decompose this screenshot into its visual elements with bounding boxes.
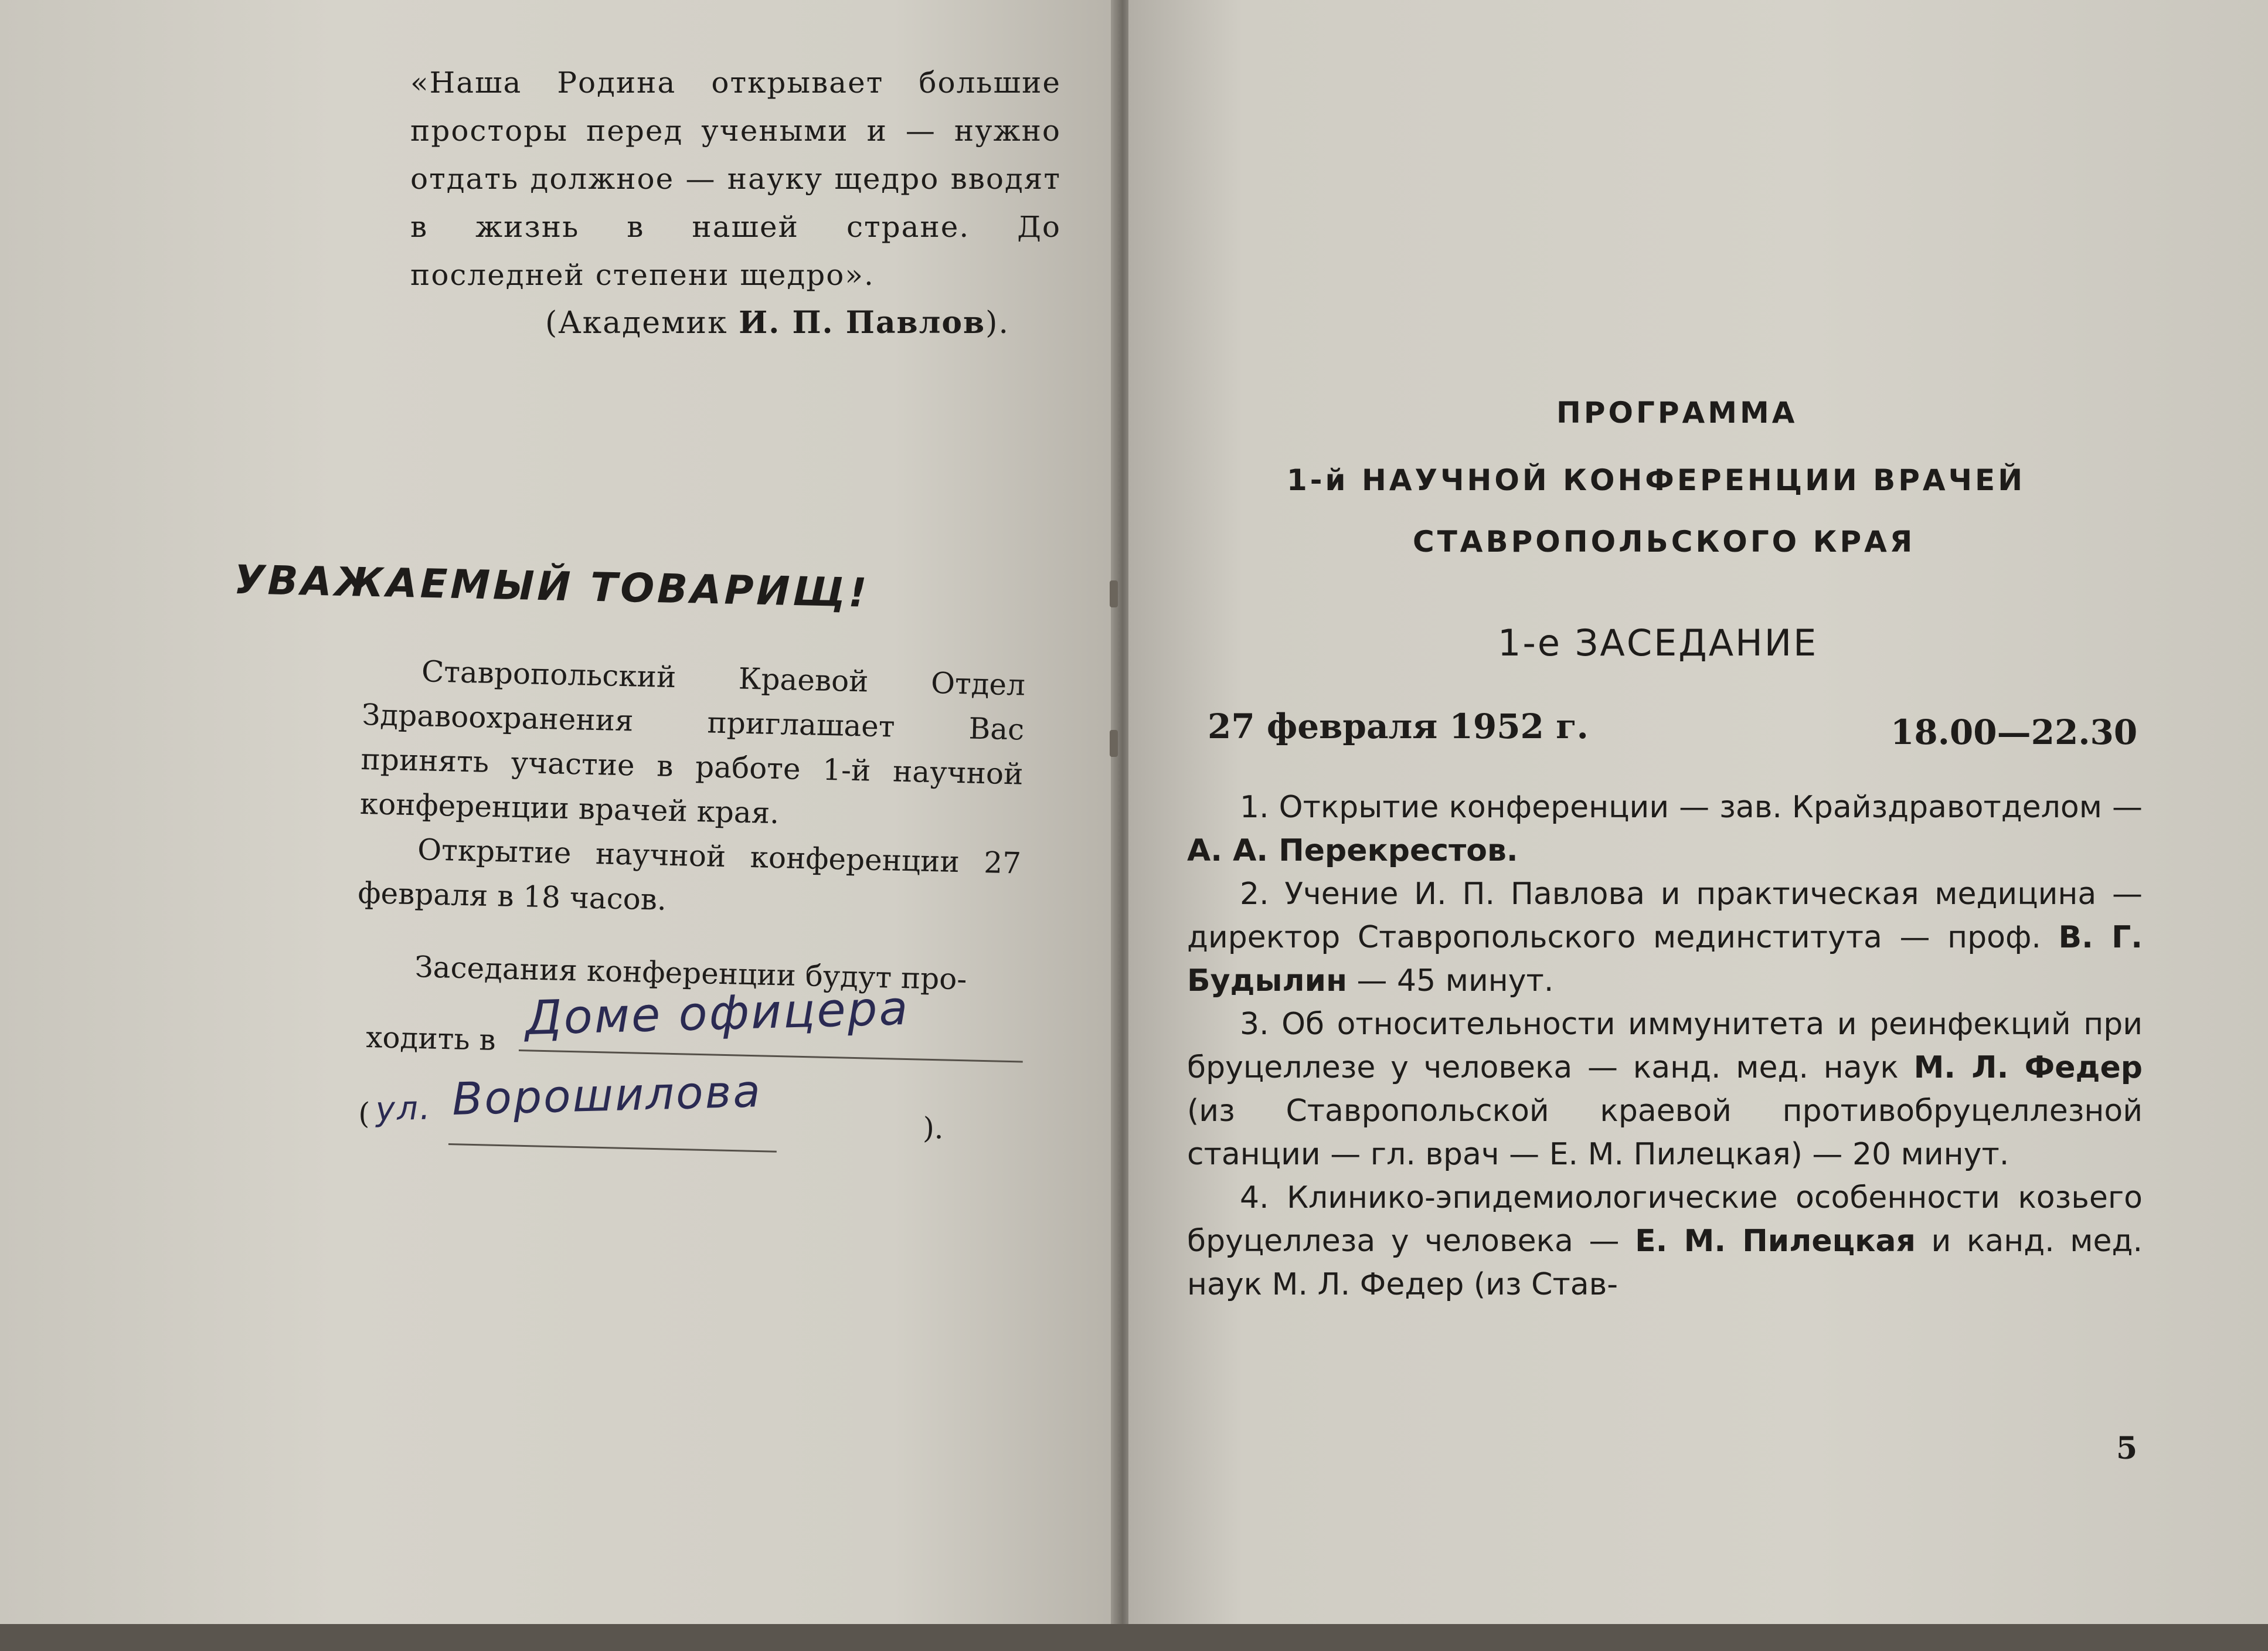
street-open-paren: ( bbox=[358, 1096, 370, 1131]
agenda-item-speaker: М. Л. Федер bbox=[1913, 1050, 2143, 1085]
session-date: 27 февраля 1952 г. bbox=[1208, 706, 1589, 746]
conference-heading: 1-й НАУЧНОЙ КОНФЕРЕНЦИИ ВРАЧЕЙ bbox=[1287, 463, 2026, 497]
agenda-item-speaker: В. Г. Будылин bbox=[1187, 920, 2143, 998]
agenda-item-speaker: Е. М. Пилецкая bbox=[1635, 1224, 1916, 1259]
epigraph-quote: «Наша Родина открывает большие просторы перед учеными и — нужно отдать должное — науку щедро вводят в жизнь в нашей стране. До последней степени щедро». bbox=[410, 66, 1061, 292]
opening-paragraph: Открытие научной конференции 27 февраля в 18 часов. bbox=[357, 833, 1022, 917]
table-surface bbox=[0, 1624, 2268, 1651]
agenda-item-text: 3. Об относительности иммунитета и реинфекций при бруцеллезе у человека — канд. мед. наук bbox=[1187, 1007, 2143, 1085]
invite-paragraph: Ставропольский Краевой Отдел Здравоохранения приглашает Вас принять участие в работе 1-й научной конференции врачей края. bbox=[359, 654, 1026, 831]
greeting-heading: УВАЖАЕМЫЙ ТОВАРИЩ! bbox=[233, 557, 871, 617]
agenda-item-tail: (из Ставропольской краевой противобруцеллезной станции — гл. врач — Е. М. Пилецкая) — 20 минут. bbox=[1187, 1093, 2143, 1172]
street-close-paren: ). bbox=[922, 1111, 944, 1146]
agenda-item-tail: — 45 минут. bbox=[1347, 963, 1554, 998]
venue-prefix: ходить в bbox=[365, 1020, 497, 1058]
agenda-item-text: 4. Клинико-эпидемиологические особенности козьего бруцеллеза у человека — bbox=[1187, 1180, 2143, 1259]
agenda-item bbox=[1187, 1003, 2143, 1176]
street-abbr-handwritten: ул. bbox=[375, 1089, 433, 1129]
citation-suffix: ). bbox=[985, 305, 1009, 341]
sessions-paragraph: Заседания конференции будут про- bbox=[414, 950, 967, 997]
agenda-item-text: 1. Открытие конференции — зав. Крайздравотделом — bbox=[1240, 790, 2143, 825]
agenda-item-text: 2. Учение И. П. Павлова и практическая медицина — директор Ставропольского мединститута — проф. bbox=[1187, 877, 2143, 955]
region-heading: СТАВРОПОЛЬСКОГО КРАЯ bbox=[1413, 525, 1916, 559]
venue-handwritten: Доме офицера bbox=[525, 980, 910, 1045]
citation-prefix: (Академик bbox=[545, 305, 739, 341]
agenda-item-speaker: А. А. Перекрестов. bbox=[1187, 833, 1518, 868]
agenda-item bbox=[1187, 786, 2143, 872]
agenda-item-tail: и канд. мед. наук М. Л. Федер (из Став- bbox=[1187, 1224, 2143, 1302]
page-number: 5 bbox=[2116, 1431, 2138, 1466]
agenda-list bbox=[1187, 786, 2143, 1306]
session-time: 18.00—22.30 bbox=[1890, 712, 2138, 752]
agenda-item bbox=[1187, 1176, 2143, 1306]
agenda-item bbox=[1187, 872, 2143, 1003]
citation-author: И. П. Павлов bbox=[739, 305, 986, 341]
street-handwritten: Ворошилова bbox=[451, 1065, 763, 1125]
session-title: 1-е ЗАСЕДАНИЕ bbox=[1498, 621, 1818, 664]
program-heading: ПРОГРАММА bbox=[1556, 396, 1798, 430]
